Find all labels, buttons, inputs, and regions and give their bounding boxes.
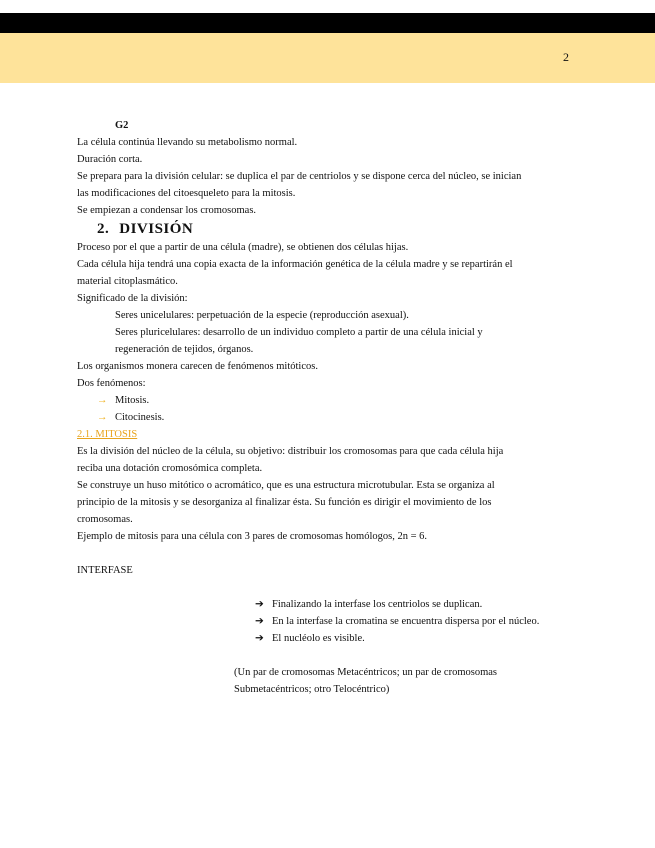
section-number: 2. — [97, 221, 110, 237]
interfase-bullet: ➔ En la interfase la cromatina se encuentra dispersa por el núcleo. — [77, 613, 582, 630]
mitosis-line: principio de la mitosis y se desorganiza al finalizar ésta. Su función es dirigir el movimiento de los — [77, 497, 492, 508]
interfase-bullet: ➔ El nucléolo es visible. — [77, 630, 582, 647]
top-black-bar — [0, 13, 655, 33]
division-indented-line: Seres pluricelulares: desarrollo de un individuo completo a partir de una célula inicial y — [115, 327, 483, 338]
section-title: DIVISIÓN — [119, 221, 194, 237]
spacer — [77, 579, 582, 596]
mitosis-heading-link[interactable]: 2.1. MITOSIS — [77, 429, 138, 440]
mitosis-line: Se construye un huso mitótico o acromático, que es una estructura microtubular. Esta se organiza al — [77, 480, 495, 491]
g2-line: La célula continúa llevando su metabolismo normal. — [77, 137, 298, 148]
mitosis-line: reciba una dotación cromosómica completa. — [77, 463, 263, 474]
list-item: → Mitosis. — [77, 392, 582, 409]
division-line: Los organismos monera carecen de fenómenos mitóticos. — [77, 361, 318, 372]
arrow-right-icon: ➔ — [255, 616, 264, 627]
division-line: Significado de la división: — [77, 293, 188, 304]
spacer — [77, 647, 582, 664]
arrow-right-icon: → — [97, 412, 108, 423]
g2-line: Se empiezan a condensar los cromosomas. — [77, 205, 257, 216]
arrow-right-icon: → — [97, 395, 108, 406]
mitosis-line: Es la división del núcleo de la célula, su objetivo: distribuir los cromosomas para que cada célula hija — [77, 446, 504, 457]
g2-line: Duración corta. — [77, 154, 143, 165]
spacer — [77, 545, 582, 562]
division-line: Cada célula hija tendrá una copia exacta de la información genética de la célula madre y se repartirán el — [77, 259, 513, 270]
page-number: 2 — [563, 50, 569, 64]
division-indented-line: Seres unicelulares: perpetuación de la especie (reproducción asexual). — [115, 310, 409, 321]
g2-line: Se prepara para la división celular: se duplica el par de centriolos y se dispone cerca del núcleo, se inician — [77, 171, 522, 182]
page-header — [0, 33, 655, 83]
document-body — [77, 117, 582, 698]
arrow-right-icon: ➔ — [255, 599, 264, 610]
division-indented-line: regeneración de tejidos, órganos. — [115, 344, 254, 355]
mitosis-line: Ejemplo de mitosis para una célula con 3 pares de cromosomas homólogos, 2n = 6. — [77, 531, 428, 542]
arrow-right-icon: ➔ — [255, 633, 264, 644]
g2-heading: G2 — [115, 120, 129, 131]
g2-line: las modificaciones del citoesqueleto para la mitosis. — [77, 188, 296, 199]
division-line: material citoplasmático. — [77, 276, 178, 287]
division-line: Proceso por el que a partir de una célula (madre), se obtienen dos células hijas. — [77, 242, 409, 253]
interfase-note: (Un par de cromosomas Metacéntricos; un par de cromosomas — [234, 667, 498, 678]
interfase-note: Submetacéntricos; otro Telocéntrico) — [234, 684, 390, 695]
interfase-label: INTERFASE — [77, 565, 133, 576]
division-heading — [77, 219, 582, 239]
interfase-bullet: ➔ Finalizando la interfase los centriolos se duplican. — [77, 596, 582, 613]
mitosis-line: cromosomas. — [77, 514, 133, 525]
list-item: → Citocinesis. — [77, 409, 582, 426]
division-line: Dos fenómenos: — [77, 378, 146, 389]
